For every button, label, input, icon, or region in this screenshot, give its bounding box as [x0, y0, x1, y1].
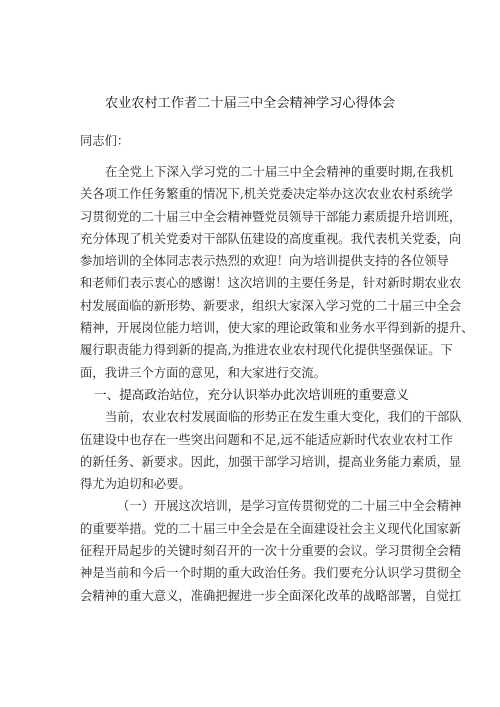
document-body	[80, 130, 474, 607]
paragraph-line: 面，我讲三个方面的意见，和大家进行交流。	[80, 365, 326, 380]
paragraph-line: 的新任务、新要求。因此，加强干部学习培训，提高业务能力素质，显	[80, 454, 462, 469]
paragraph-line: 习贯彻党的二十届三中全会精神暨党员领导干部能力素质提升培训班，	[80, 209, 462, 224]
document-title: 农业农村工作者二十届三中全会精神学习心得体会	[104, 96, 396, 111]
paragraph-line: 精神，开展岗位能力培训，使大家的理论政策和业务水平得到新的提升、	[80, 321, 474, 336]
paragraph-line: 关各项工作任务繁重的情况下,机关党委决定举办这次农业农村系统学	[80, 187, 453, 202]
paragraph-line: 当前，农业农村发展面临的形势正在发生重大变化，我们的干部队	[105, 410, 462, 425]
salutation: 同志们：	[80, 134, 130, 148]
paragraph-line: 在全党上下深入学习党的二十届三中全会精神的重要时期,在我机	[105, 165, 454, 179]
paragraph-line: 会精神的重大意义，准确把握进一步全面深化改革的战略部署，自觉扛	[80, 588, 462, 603]
paragraph-line: 充分体现了机关党委对干部队伍建设的高度重视。我代表机关党委，向	[80, 231, 462, 246]
paragraph-line: 参加培训的全体同志表示热烈的欢迎！向为培训提供支持的各位领导	[80, 254, 449, 269]
paragraph-line: 得尤为迫切和必要。	[80, 477, 191, 492]
section-heading: 一、提高政治站位，充分认识举办此次培训班的重要意义	[94, 386, 409, 402]
paragraph-line: （一）开展这次培训，是学习宣传贯彻党的二十届三中全会精神	[117, 499, 462, 514]
paragraph-line: 神是当前和今后一个时期的重大政治任务。我们要充分认识学习贯彻全	[80, 566, 462, 581]
paragraph-line: 村发展面临的新形势、新要求，组织大家深入学习党的二十届三中全会	[80, 298, 462, 313]
paragraph-line: 伍建设中也存在一些突出问题和不足,远不能适应新时代农业农村工作	[80, 432, 453, 447]
paragraph-line: 的重要举措。党的二十届三中全会是在全面建设社会主义现代化国家新	[80, 521, 462, 536]
paragraph-line: 履行职责能力得到新的提高,为推进农业农村现代化提供坚强保证。下	[80, 343, 453, 358]
paragraph-line: 和老师们表示衷心的感谢！这次培训的主要任务是，针对新时期农业农	[80, 276, 462, 291]
paragraph-line: 征程开局起步的关键时刻召开的一次十分重要的会议。学习贯彻全会精	[80, 544, 462, 559]
